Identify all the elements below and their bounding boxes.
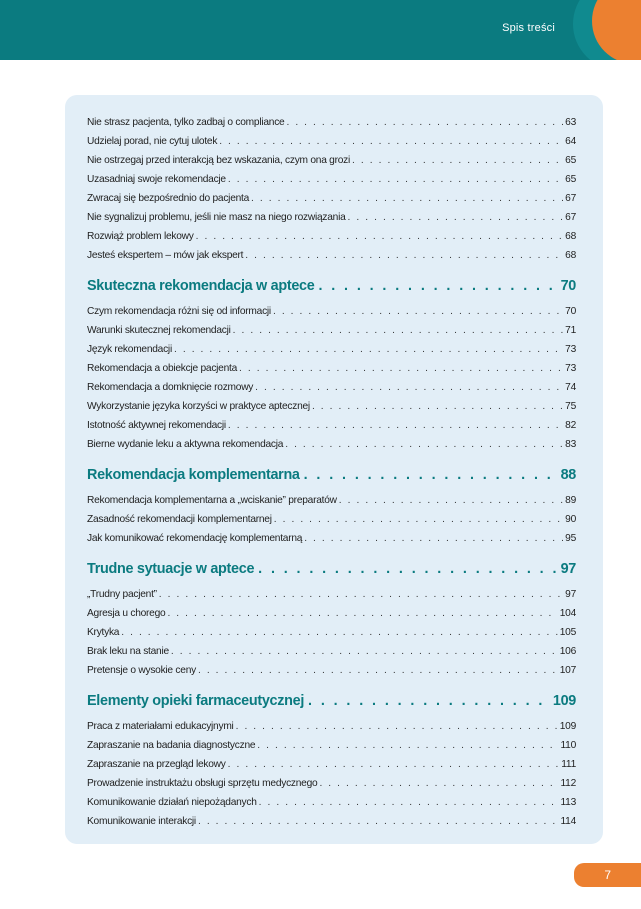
- toc-entry-title: Jak komunikować rekomendację komplementarną: [87, 533, 303, 544]
- toc-entry-page: 67: [565, 212, 576, 223]
- toc-entry-page: 68: [565, 231, 576, 242]
- toc-entry-title: Istotność aktywnej rekomendacji: [87, 420, 226, 431]
- toc-section-heading[interactable]: [87, 557, 576, 581]
- toc-entry-title: Rekomendacja komplementarna a „wciskanie” preparatów: [87, 495, 337, 506]
- toc-leader-dots: [245, 246, 563, 265]
- toc-entry-page: 68: [565, 250, 576, 261]
- toc-entry-page: 95: [565, 533, 576, 544]
- toc-entry-title: Rekomendacja a obiekcje pacjenta: [87, 363, 238, 374]
- toc-entry[interactable]: [87, 736, 576, 755]
- toc-section-title: Rekomendacja komplementarna: [87, 467, 300, 483]
- toc-entry[interactable]: [87, 717, 576, 736]
- toc-leader-dots: [228, 170, 563, 189]
- toc-entry-title: Zasadność rekomendacji komplementarnej: [87, 514, 272, 525]
- toc-entry[interactable]: [87, 812, 576, 831]
- toc-entry-page: 89: [565, 495, 576, 506]
- toc-entry-page: 73: [565, 363, 576, 374]
- toc-entry-title: Jesteś ekspertem – mów jak ekspert: [87, 250, 244, 261]
- toc-leader-dots: [318, 274, 556, 298]
- toc-leader-dots: [228, 755, 560, 774]
- toc-entry[interactable]: [87, 132, 576, 151]
- toc-entry-page: 82: [565, 420, 576, 431]
- toc-entry-title: Komunikowanie działań niepożądanych: [87, 797, 257, 808]
- toc-leader-dots: [174, 340, 563, 359]
- toc-entry-title: Wykorzystanie języka korzyści w praktyce aptecznej: [87, 401, 310, 412]
- toc-entry-title: Krytyka: [87, 627, 120, 638]
- toc-entry-page: 74: [565, 382, 576, 393]
- toc-leader-dots: [171, 642, 558, 661]
- toc-leader-dots: [219, 132, 563, 151]
- toc-entry-title: Rozwiąż problem lekowy: [87, 231, 194, 242]
- toc-entry-page: 73: [565, 344, 576, 355]
- page-number-badge: [574, 863, 641, 887]
- toc-entry-title: Czym rekomendacja różni się od informacji: [87, 306, 271, 317]
- toc-entry[interactable]: [87, 340, 576, 359]
- toc-leader-dots: [196, 227, 564, 246]
- page-header: [0, 0, 641, 60]
- toc-leader-dots: [274, 510, 563, 529]
- toc-leader-dots: [159, 585, 563, 604]
- toc-entry-title: Brak leku na stanie: [87, 646, 169, 657]
- toc-leader-dots: [198, 812, 559, 831]
- toc-entry-title: Prowadzenie instruktażu obsługi sprzętu medycznego: [87, 778, 318, 789]
- toc-leader-dots: [255, 378, 563, 397]
- toc-leader-dots: [308, 689, 549, 713]
- toc-entry[interactable]: [87, 227, 576, 246]
- toc-entry-page: 65: [565, 155, 576, 166]
- toc-leader-dots: [251, 189, 563, 208]
- toc-entry[interactable]: [87, 151, 576, 170]
- toc-entry-title: Pretensje o wysokie ceny: [87, 665, 196, 676]
- toc-entry[interactable]: [87, 435, 576, 454]
- table-of-contents: [87, 113, 576, 831]
- toc-section-heading[interactable]: [87, 689, 576, 713]
- toc-entry-page: 109: [559, 721, 576, 732]
- toc-entry-title: Nie sygnalizuj problemu, jeśli nie masz na niego rozwiązania: [87, 212, 346, 223]
- toc-leader-dots: [348, 208, 564, 227]
- toc-leader-dots: [167, 604, 557, 623]
- toc-leader-dots: [239, 359, 563, 378]
- toc-leader-dots: [312, 397, 563, 416]
- toc-entry-page: 110: [560, 740, 576, 751]
- toc-leader-dots: [286, 113, 563, 132]
- toc-entry[interactable]: [87, 378, 576, 397]
- toc-entry-page: 106: [559, 646, 576, 657]
- toc-entry-page: 111: [561, 759, 576, 770]
- toc-entry-title: Zapraszanie na przegląd lekowy: [87, 759, 226, 770]
- toc-entry-title: Zapraszanie na badania diagnostyczne: [87, 740, 256, 751]
- toc-entry-title: „Trudny pacjent”: [87, 589, 157, 600]
- toc-entry-page: 107: [559, 665, 576, 676]
- toc-leader-dots: [285, 435, 563, 454]
- toc-entry[interactable]: [87, 321, 576, 340]
- page-number: 7: [604, 868, 611, 882]
- toc-section-title: Skuteczna rekomendacja w aptece: [87, 278, 315, 294]
- toc-entry-title: Nie ostrzegaj przed interakcją bez wskazania, czym ona grozi: [87, 155, 351, 166]
- toc-entry-page: 71: [565, 325, 576, 336]
- toc-entry[interactable]: [87, 359, 576, 378]
- toc-entry[interactable]: [87, 661, 576, 680]
- toc-leader-dots: [304, 529, 563, 548]
- toc-entry-title: Warunki skutecznej rekomendacji: [87, 325, 231, 336]
- toc-entry-title: Agresja u chorego: [87, 608, 166, 619]
- toc-entry[interactable]: [87, 170, 576, 189]
- toc-leader-dots: [233, 321, 564, 340]
- toc-entry-page: 114: [560, 816, 576, 827]
- toc-leader-dots: [352, 151, 563, 170]
- toc-entry[interactable]: [87, 510, 576, 529]
- toc-leader-dots: [228, 416, 563, 435]
- toc-section-heading[interactable]: [87, 463, 576, 487]
- toc-section-page: 109: [552, 693, 576, 709]
- toc-entry-page: 64: [565, 136, 576, 147]
- toc-entry-title: Udzielaj porad, nie cytuj ulotek: [87, 136, 218, 147]
- toc-entry-page: 90: [565, 514, 576, 525]
- toc-entry-title: Język rekomendacji: [87, 344, 172, 355]
- toc-leader-dots: [319, 774, 558, 793]
- toc-leader-dots: [259, 793, 559, 812]
- toc-entry[interactable]: [87, 793, 576, 812]
- toc-entry[interactable]: [87, 208, 576, 227]
- toc-entry-page: 113: [560, 797, 576, 808]
- toc-section-title: Elementy opieki farmaceutycznej: [87, 693, 305, 709]
- toc-leader-dots: [236, 717, 558, 736]
- toc-entry[interactable]: [87, 642, 576, 661]
- toc-entry[interactable]: [87, 113, 576, 132]
- toc-entry[interactable]: [87, 491, 576, 510]
- toc-entry-page: 112: [560, 778, 576, 789]
- toc-entry-page: 75: [565, 401, 576, 412]
- toc-entry[interactable]: [87, 246, 576, 265]
- toc-entry[interactable]: [87, 604, 576, 623]
- toc-entry-title: Uzasadniaj swoje rekomendacje: [87, 174, 226, 185]
- toc-entry-page: 65: [565, 174, 576, 185]
- toc-entry[interactable]: [87, 397, 576, 416]
- toc-entry-page: 97: [565, 589, 576, 600]
- toc-section-title: Trudne sytuacje w aptece: [87, 561, 255, 577]
- toc-leader-dots: [273, 302, 563, 321]
- toc-leader-dots: [121, 623, 558, 642]
- toc-entry[interactable]: [87, 416, 576, 435]
- toc-entry[interactable]: [87, 755, 576, 774]
- toc-entry-title: Bierne wydanie leku a aktywna rekomendacja: [87, 439, 284, 450]
- toc-entry[interactable]: [87, 302, 576, 321]
- toc-entry[interactable]: [87, 585, 576, 604]
- toc-entry[interactable]: [87, 189, 576, 208]
- toc-section-page: 88: [560, 467, 576, 483]
- toc-entry-page: 104: [559, 608, 576, 619]
- toc-entry-title: Rekomendacja a domknięcie rozmowy: [87, 382, 254, 393]
- toc-section-page: 97: [560, 561, 576, 577]
- toc-leader-dots: [304, 463, 557, 487]
- toc-leader-dots: [339, 491, 563, 510]
- toc-entry-title: Zwracaj się bezpośrednio do pacjenta: [87, 193, 250, 204]
- toc-leader-dots: [257, 736, 558, 755]
- toc-leader-dots: [258, 557, 556, 581]
- toc-entry-page: 83: [565, 439, 576, 450]
- toc-entry-title: Komunikowanie interakcji: [87, 816, 196, 827]
- header-title: Spis treści: [502, 22, 555, 34]
- toc-entry[interactable]: [87, 529, 576, 548]
- toc-entry-page: 105: [559, 627, 576, 638]
- toc-leader-dots: [198, 661, 558, 680]
- toc-entry-page: 70: [565, 306, 576, 317]
- toc-entry[interactable]: [87, 623, 576, 642]
- toc-section-heading[interactable]: [87, 274, 576, 298]
- toc-entry-title: Praca z materiałami edukacyjnymi: [87, 721, 234, 732]
- toc-entry-page: 67: [565, 193, 576, 204]
- toc-section-page: 70: [560, 278, 576, 294]
- toc-entry-title: Nie strasz pacjenta, tylko zadbaj o compliance: [87, 117, 285, 128]
- toc-entry-page: 63: [565, 117, 576, 128]
- toc-entry[interactable]: [87, 774, 576, 793]
